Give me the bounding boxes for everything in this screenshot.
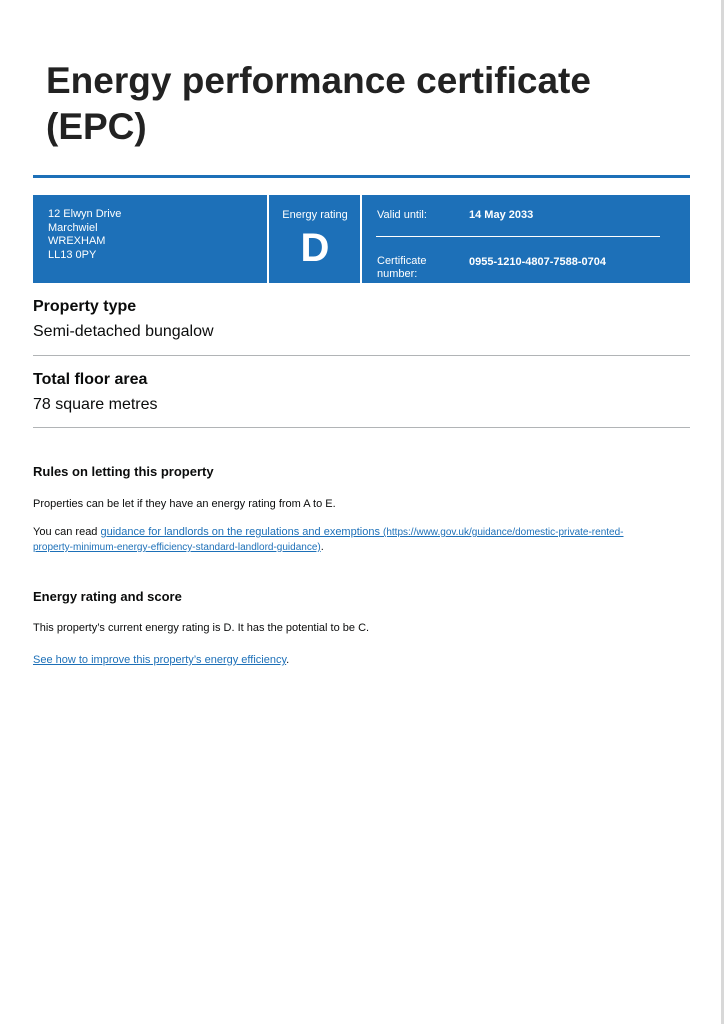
guidance-prefix: You can read — [33, 526, 101, 538]
address-line: 12 Elwyn Drive — [48, 208, 122, 220]
guidance-suffix: . — [320, 541, 324, 553]
guidance-link[interactable] — [33, 526, 624, 553]
banner-inner-divider — [376, 236, 660, 237]
guidance-paragraph — [33, 525, 683, 555]
valid-until-value: 14 May 2033 — [469, 209, 534, 221]
title-line-1: Energy performance certificate — [46, 60, 591, 101]
address-line: Marchwiel — [48, 221, 98, 234]
certificate-number-label: Certificate number: — [377, 255, 427, 280]
title-line-2: (EPC) — [46, 106, 147, 147]
guidance-url-line-2: property-minimum-energy-efficiency-standard-landlord-guidance) — [33, 542, 321, 553]
banner-separator — [360, 195, 362, 283]
improve-suffix: . — [286, 654, 290, 666]
floor-area-value: 78 square metres — [33, 396, 158, 413]
energy-rating-label: Energy rating — [282, 209, 348, 221]
guidance-url-line-1: (https://www.gov.uk/guidance/domestic-private-rented- — [383, 527, 624, 538]
section-divider — [33, 427, 690, 428]
improve-efficiency-link[interactable]: See how to improve this property’s energy efficiency — [33, 654, 287, 666]
address-line: LL13 0PY — [48, 248, 97, 261]
letting-text: Properties can be let if they have an energy rating from A to E. — [33, 498, 336, 510]
title-divider — [33, 175, 690, 178]
letting-heading: Rules on letting this property — [33, 464, 214, 479]
address-line: WREXHAM — [48, 235, 106, 247]
property-type-heading: Property type — [33, 298, 137, 315]
improve-paragraph — [33, 653, 683, 667]
property-address — [48, 208, 121, 262]
floor-area-heading: Total floor area — [33, 371, 148, 388]
guidance-link-text: guidance for landlords on the regulations and exemptions — [100, 526, 380, 538]
property-type-value: Semi-detached bungalow — [33, 323, 214, 340]
valid-until-label: Valid until: — [377, 209, 427, 221]
rating-heading: Energy rating and score — [33, 589, 182, 604]
section-divider — [33, 355, 690, 356]
certificate-number-value: 0955-1210-4807-7588-0704 — [469, 256, 607, 268]
rating-text: This property’s current energy rating is D. It has the potential to be C. — [33, 622, 370, 634]
energy-rating-value: D — [300, 226, 330, 270]
summary-banner — [33, 195, 690, 283]
page-title — [46, 58, 686, 150]
